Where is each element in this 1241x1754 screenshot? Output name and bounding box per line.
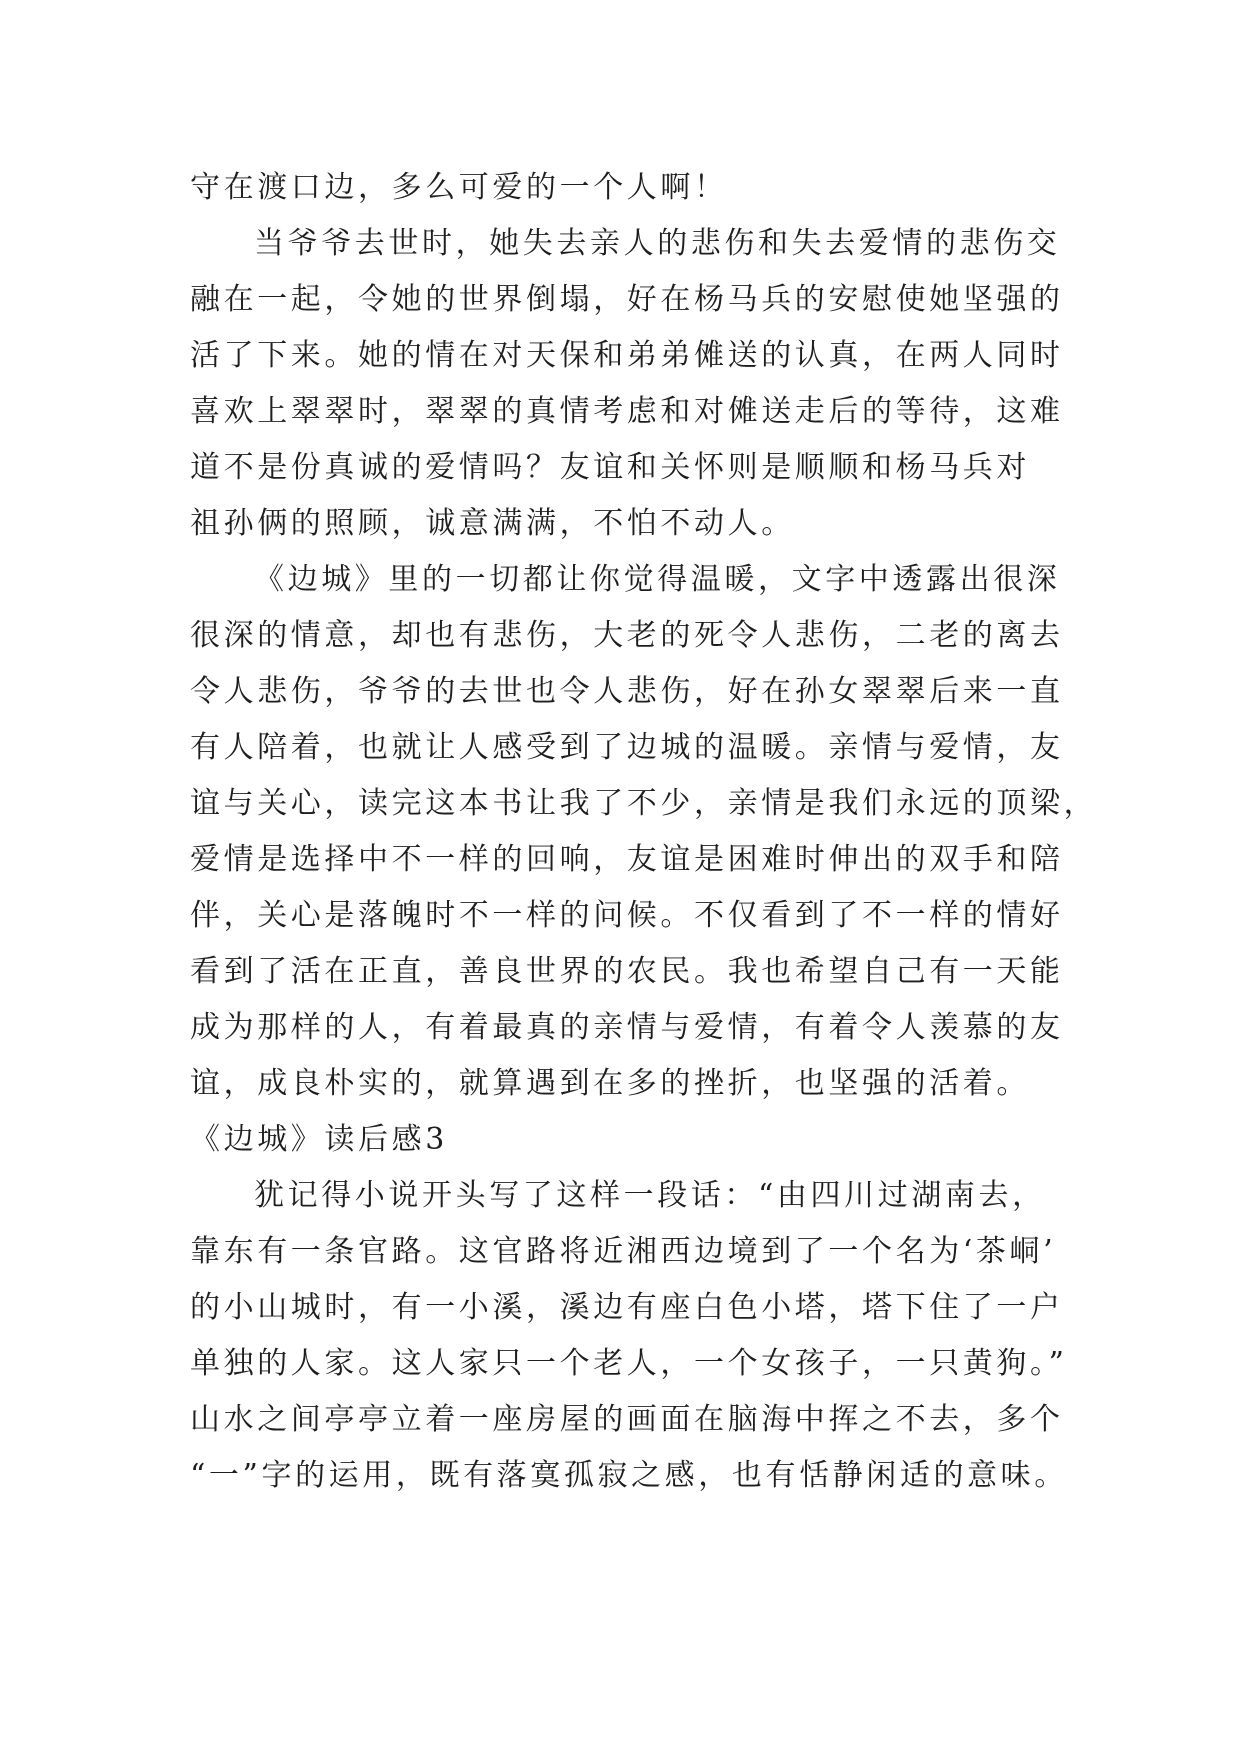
text-line: 融在一起，令她的世界倒塌，好在杨马兵的安慰使她坚强的 [190, 282, 1064, 317]
text-line: 伴，关心是落魄时不一样的问候。不仅看到了不一样的情好 [190, 898, 1064, 933]
text-line: 的小山城时，有一小溪，溪边有座白色小塔，塔下住了一户 [190, 1290, 1064, 1325]
text-line: 祖孙俩的照顾，诚意满满，不怕不动人。 [190, 506, 795, 541]
text-line: 有人陪着，也就让人感受到了边城的温暖。亲情与爱情，友 [190, 730, 1064, 765]
section-heading: 《边城》读后感3 [190, 1122, 448, 1157]
text-line: 看到了活在正直，善良世界的农民。我也希望自己有一天能 [190, 954, 1064, 989]
text-line: 爱情是选择中不一样的回响，友谊是困难时伸出的双手和陪 [190, 842, 1064, 877]
text-line: 道不是份真诚的爱情吗？友谊和关怀则是顺顺和杨马兵对 [190, 450, 1030, 485]
paragraph-first-line: 《边城》里的一切都让你觉得温暖，文字中透露出很深 [254, 562, 1061, 597]
text-line: 谊与关心，读完这本书让我了不少，亲情是我们永远的顶梁， [190, 786, 1098, 821]
text-line: 山水之间亭亭立着一座房屋的画面在脑海中挥之不去，多个 [190, 1402, 1064, 1437]
text-line: 谊，成良朴实的，就算遇到在多的挫折，也坚强的活着。 [190, 1066, 1030, 1101]
text-line: 喜欢上翠翠时，翠翠的真情考虑和对傩送走后的等待，这难 [190, 394, 1064, 429]
paragraph-first-line: 犹记得小说开头写了这样一段话：“由四川过湖南去， [254, 1178, 1046, 1213]
text-line: 靠东有一条官路。这官路将近湘西边境到了一个名为‘茶峒’ [190, 1234, 1057, 1269]
text-line: 守在渡口边，多么可爱的一个人啊！ [190, 170, 728, 205]
text-line: 很深的情意，却也有悲伤，大老的死令人悲伤，二老的离去 [190, 618, 1064, 653]
text-line: “一”字的运用，既有落寞孤寂之感，也有恬静闲适的意味。 [190, 1458, 1068, 1493]
text-line: 单独的人家。这人家只一个老人，一个女孩子，一只黄狗。” [190, 1346, 1068, 1381]
paragraph-first-line: 当爷爷去世时，她失去亲人的悲伤和失去爱情的悲伤交 [254, 226, 1061, 261]
document-body-text [190, 160, 1098, 1504]
text-line: 令人悲伤，爷爷的去世也令人悲伤，好在孙女翠翠后来一直 [190, 674, 1064, 709]
text-line: 成为那样的人，有着最真的亲情与爱情，有着令人羡慕的友 [190, 1010, 1064, 1045]
text-line: 活了下来。她的情在对天保和弟弟傩送的认真，在两人同时 [190, 338, 1064, 373]
